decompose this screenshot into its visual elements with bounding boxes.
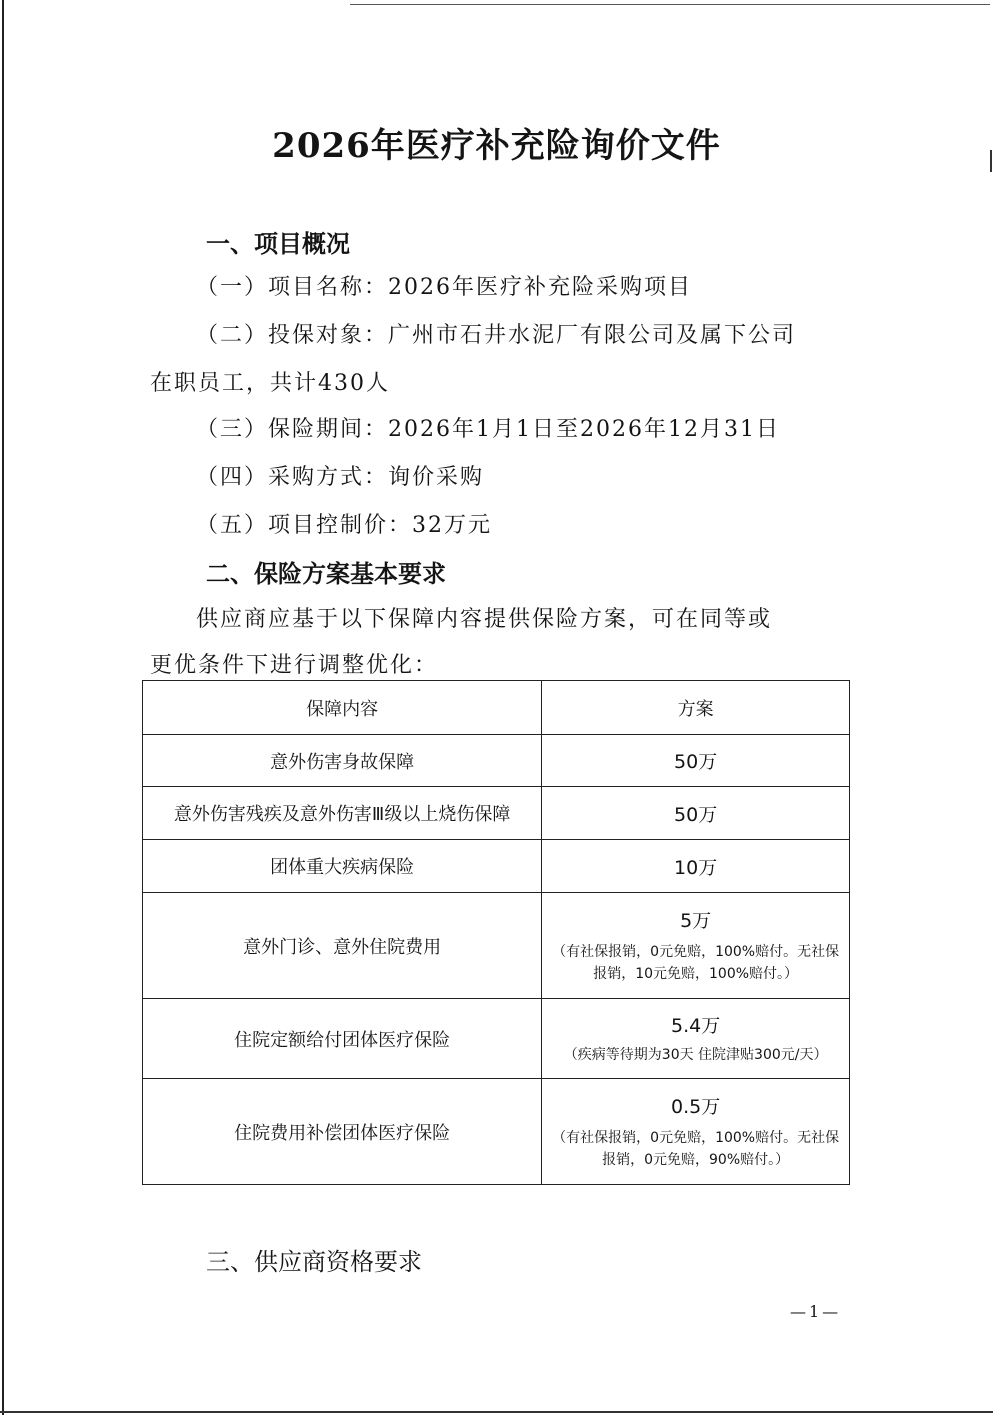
coverage-note: （有社保报销，0元免赔，100%赔付。无社保报销，10元免赔，100%赔付。） — [552, 944, 840, 982]
table-row — [143, 840, 850, 893]
coverage-value: 50万 — [674, 803, 718, 826]
coverage-item: 住院费用补偿团体医疗保险 — [143, 1079, 542, 1185]
table-row — [143, 735, 850, 787]
coverage-note: （疾病等待期为30天 住院津贴300元/天） — [563, 1047, 828, 1063]
scan-edge-bottom — [0, 1411, 993, 1413]
item-project-name: （一）项目名称：2026年医疗补充险采购项目 — [196, 275, 692, 300]
section-1-heading: 一、项目概况 — [206, 230, 350, 258]
coverage-item: 团体重大疾病保险 — [143, 840, 542, 893]
coverage-value: 5.4万 — [671, 1015, 721, 1037]
table-header-row — [143, 681, 850, 735]
section-2-heading: 二、保险方案基本要求 — [206, 560, 446, 588]
scan-edge-left — [2, 0, 4, 1415]
table-row — [143, 999, 850, 1079]
section-3-heading: 三、供应商资格要求 — [206, 1248, 422, 1276]
coverage-table — [142, 680, 850, 1185]
table-row — [143, 893, 850, 999]
item-insurance-period: （三）保险期间：2026年1月1日至2026年12月31日 — [196, 417, 780, 442]
coverage-value: 10万 — [674, 856, 718, 879]
coverage-value: 5万 — [680, 910, 712, 932]
coverage-item: 意外伤害残疾及意外伤害Ⅲ级以上烧伤保障 — [143, 787, 542, 840]
item-control-price: （五）项目控制价：32万元 — [196, 513, 492, 538]
page-number: —1— — [790, 1302, 842, 1321]
coverage-note: （有社保报销，0元免赔，100%赔付。无社保报销，0元免赔，90%赔付。） — [552, 1130, 840, 1168]
coverage-item: 意外门诊、意外住院费用 — [143, 893, 542, 999]
coverage-value: 0.5万 — [671, 1096, 721, 1118]
coverage-item: 意外伤害身故保障 — [143, 735, 542, 787]
document-title: 2026年医疗补充险询价文件 — [272, 126, 721, 166]
header-coverage-content: 保障内容 — [143, 681, 542, 735]
coverage-item: 住院定额给付团体医疗保险 — [143, 999, 542, 1079]
table-row — [143, 1079, 850, 1185]
scan-edge-top — [350, 4, 990, 5]
item-insured-target-cont: 在职员工，共计430人 — [150, 371, 390, 396]
item-purchase-method: （四）采购方式：询价采购 — [196, 465, 485, 490]
coverage-value: 50万 — [674, 751, 718, 773]
section-2-intro-line2: 更优条件下进行调整优化： — [150, 653, 439, 678]
item-insured-target: （二）投保对象：广州市石井水泥厂有限公司及属下公司 — [196, 323, 797, 348]
header-plan: 方案 — [542, 681, 850, 735]
section-2-intro-line1: 供应商应基于以下保障内容提供保险方案，可在同等或 — [196, 607, 773, 632]
table-row — [143, 787, 850, 840]
